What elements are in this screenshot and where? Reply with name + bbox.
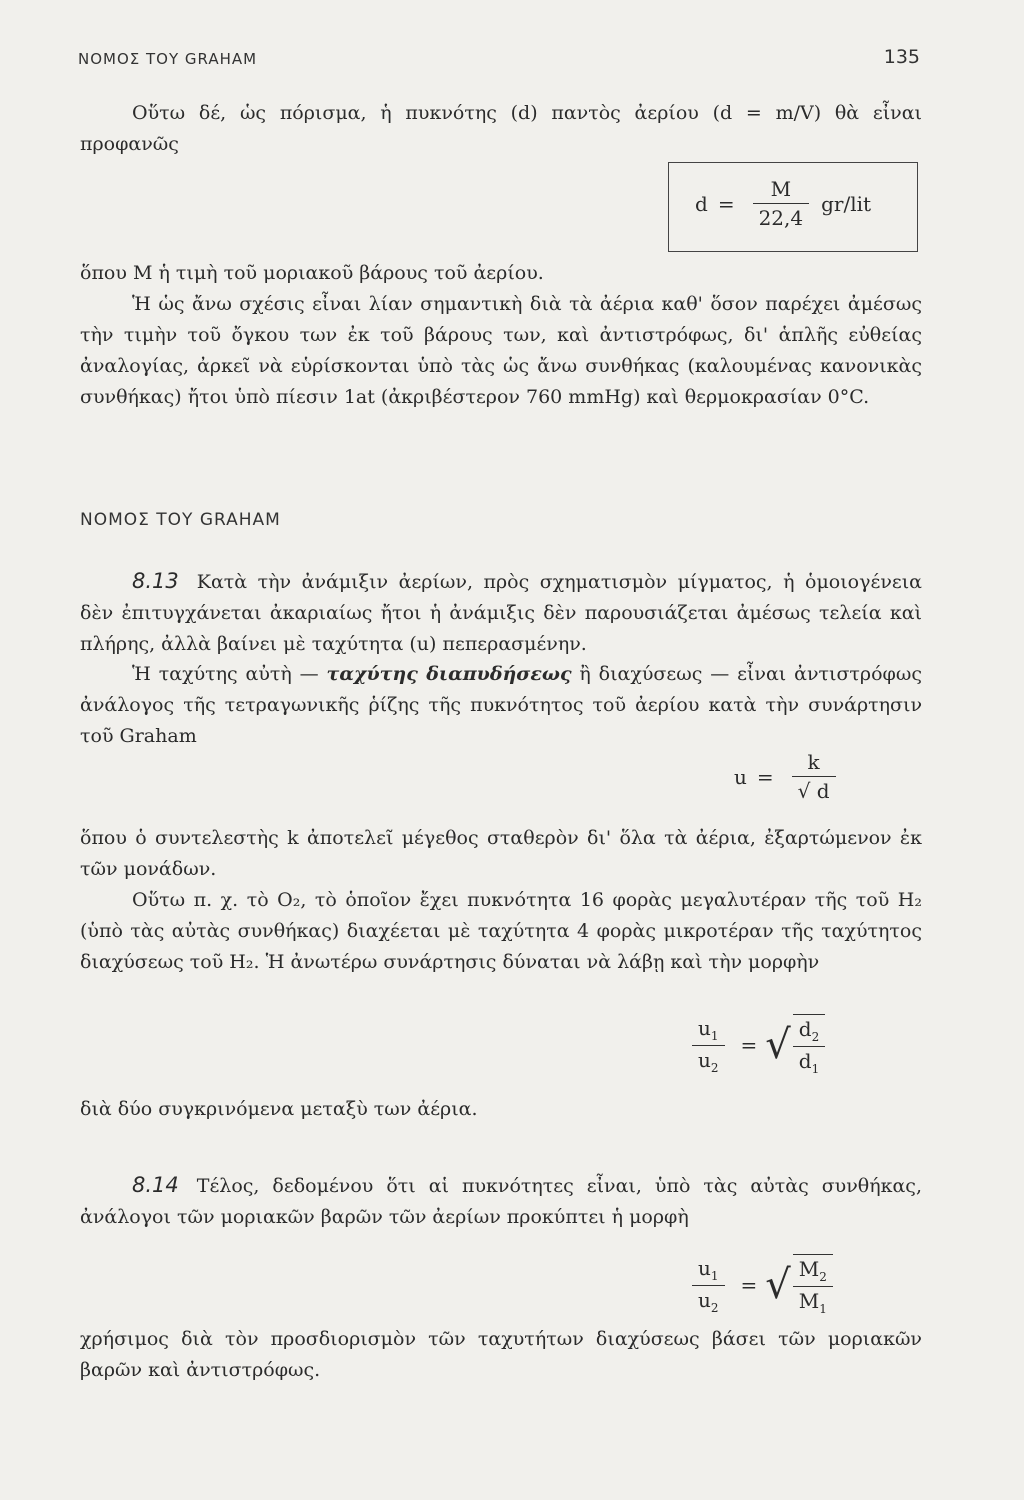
ratio-density-formula <box>684 1014 825 1076</box>
paragraph-comparison: διὰ δύο συγκρινόμενα μεταξὺ των ἀέρια. <box>80 1098 478 1120</box>
formula-denominator: √ d <box>792 776 836 803</box>
formula-lhs: u <box>734 764 747 789</box>
section-number-8-14: 8.14 <box>132 1173 179 1197</box>
symbol: M <box>798 1289 820 1313</box>
symbol: d <box>798 1017 812 1041</box>
section-number-8-13: 8.13 <box>132 569 179 593</box>
text-segment: Ἡ ταχύτης αὐτὴ — <box>132 663 327 685</box>
subscript: 2 <box>710 1060 719 1075</box>
density-formula <box>695 177 871 230</box>
symbol: u <box>698 1015 711 1040</box>
page-number: 135 <box>883 46 920 68</box>
running-header: ΝΟΜΟΣ ΤΟΥ GRAHAM <box>78 50 258 68</box>
symbol: u <box>698 1047 711 1072</box>
paragraph-8-14 <box>80 1170 922 1233</box>
radical-body <box>793 1254 833 1316</box>
ratio-numerator <box>793 1017 825 1046</box>
paragraph-8-13-text: Κατὰ τὴν ἀνάμιξιν ἀερίων, πρὸς σχηματισμὸν μίγματος, ἡ ὁμοιογένεια δὲν ἐπιτυγχάνεται ἀκαριαίως ἤτοι ἡ ἀνάμιξις δὲν παρουσιάζεται ἀμέσως τελεία καὶ πλήρης, ἀλλὰ βαίνει μὲ ταχύτητα (u) πεπερασμένην. <box>80 571 922 655</box>
ratio-denominator <box>692 1285 725 1315</box>
symbol: u <box>698 1255 711 1280</box>
section-heading: ΝΟΜΟΣ ΤΟΥ GRAHAM <box>80 510 281 530</box>
paragraph-usefulness: χρήσιμος διὰ τὸν προσδιορισμὸν τῶν ταχυτήτων διαχύσεως βάσει τῶν μοριακῶν βαρῶν καὶ ἀντιστρόφως. <box>80 1328 922 1381</box>
paragraph-coefficient: ὅπου ὁ συντελεστὴς k ἀποτελεῖ μέγεθος σταθερὸν δι' ὅλα τὰ ἀέρια, ἐξαρτώμενον ἐκ τῶν μονάδων. <box>80 827 922 880</box>
density-ratio <box>793 1017 825 1076</box>
symbol: d <box>798 1049 812 1073</box>
paragraph-density: Οὕτω δέ, ὡς πόρισμα, ἡ πυκνότης (d) παντὸς ἀερίου (d = m/V) θὰ εἶναι προφανῶς <box>80 102 922 155</box>
paragraph-8-13 <box>80 566 922 660</box>
formula-equals: = <box>740 1273 758 1297</box>
emphasis-term: ταχύτης διαπυδήσεως <box>326 663 572 685</box>
ratio-numerator <box>692 1016 725 1045</box>
formula-equals: = <box>740 1033 758 1057</box>
formula-numerator: M <box>770 177 792 201</box>
paragraph-molar-mass: ὅπου Μ ἡ τιμὴ τοῦ μοριακοῦ βάρους τοῦ ἀερίου. <box>80 262 544 284</box>
text-segment: ἢ διαχύσεως — εἶναι ἀντιστρόφως ἀνάλογος τῆς τετραγωνικῆς ῥίζης τῆς πυκνότητος τοῦ ἀερίου κατὰ τὴν συνάρτησιν τοῦ Graham <box>80 663 922 747</box>
ratio-denominator <box>793 1046 825 1076</box>
formula-fraction <box>792 750 836 803</box>
formula-numerator: k <box>807 750 820 774</box>
square-root <box>765 1254 833 1316</box>
subscript: 1 <box>819 1302 827 1316</box>
paragraph-example: Οὕτω π. χ. τὸ O₂, τὸ ὁποῖον ἔχει πυκνότητα 16 φορὰς μεγαλυτέραν τῆς τοῦ H₂ (ὑπὸ τὰς αὐτὰς συνθήκας) διαχέεται μὲ ταχύτητα 4 φορὰς μικροτέραν τῆς ταχύτητος διαχύσεως τοῦ H₂. Ἡ ἀνωτέρω συνάρτησις δύναται νὰ λάβῃ καὶ τὴν μορφὴν <box>80 889 922 973</box>
subscript: 1 <box>710 1268 719 1283</box>
formula-fraction <box>753 177 810 230</box>
ratio-mass-formula <box>684 1254 833 1316</box>
square-root <box>765 1014 825 1076</box>
formula-unit: gr/lit <box>821 191 872 216</box>
density-formula-box <box>668 162 918 252</box>
velocity-ratio <box>692 1016 725 1075</box>
subscript: 1 <box>710 1028 719 1043</box>
formula-lhs: d <box>695 191 708 216</box>
formula-denominator: 22,4 <box>753 203 810 230</box>
ratio-denominator <box>793 1286 833 1316</box>
mass-ratio <box>793 1257 833 1316</box>
radical-body <box>793 1014 825 1076</box>
subscript: 1 <box>811 1062 820 1076</box>
ratio-numerator <box>692 1256 725 1285</box>
subscript: 2 <box>819 1270 827 1284</box>
subscript: 2 <box>811 1030 820 1044</box>
graham-formula <box>734 750 844 803</box>
paragraph-8-14-text: Τέλος, δεδομένου ὅτι αἱ πυκνότητες εἶναι, ὑπὸ τὰς αὐτὰς συνθήκας, ἀνάλογοι τῶν μοριακῶν βαρῶν τῶν ἀερίων προκύπτει ἡ μορφὴ <box>80 1175 922 1228</box>
symbol: M <box>798 1257 820 1281</box>
radical-sign-icon: √ <box>765 1022 791 1068</box>
subscript: 2 <box>710 1300 719 1315</box>
velocity-ratio <box>692 1256 725 1315</box>
ratio-denominator <box>692 1045 725 1075</box>
paragraph-significance: Ἡ ὡς ἄνω σχέσις εἶναι λίαν σημαντικὴ διὰ τὰ ἀέρια καθ' ὅσον παρέχει ἀμέσως τὴν τιμὴν τοῦ ὄγκου των ἐκ τοῦ βάρους των, καὶ ἀντιστρόφως, δι' ἁπλῆς εὐθείας ἀναλογίας, ἀρκεῖ νὰ εὑρίσκονται ὑπὸ τὰς ὡς ἄνω συνθήκας (καλουμένας κανονικὰς συνθήκας) ἤτοι ὑπὸ πίεσιν 1at (ἀκριβέστερον 760 mmHg) καὶ θερμοκρασίαν 0°C. <box>80 293 922 408</box>
formula-equals: = <box>717 191 735 216</box>
paragraph-diffusion-rate <box>80 659 922 752</box>
ratio-numerator <box>793 1257 833 1286</box>
radical-sign-icon: √ <box>765 1262 791 1308</box>
symbol: u <box>698 1287 711 1312</box>
formula-equals: = <box>756 764 774 789</box>
